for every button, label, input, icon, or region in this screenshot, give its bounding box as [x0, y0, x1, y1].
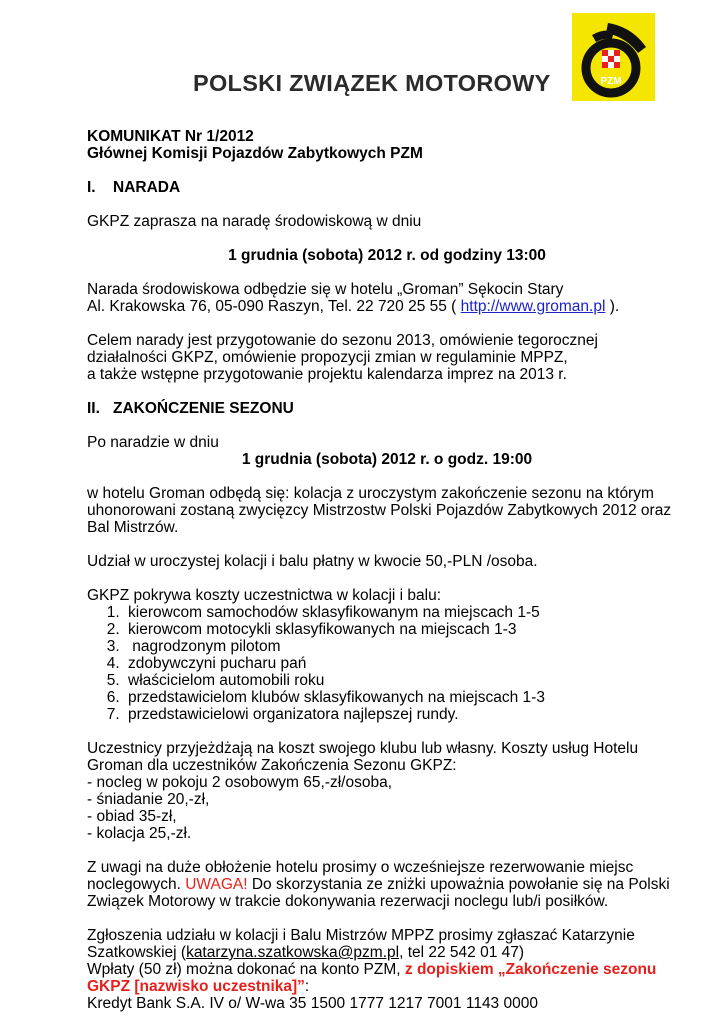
- payment-info-2: GKPZ [nazwisko uczestnika]”:: [87, 978, 310, 995]
- section-1-heading: I. NARADA: [87, 179, 181, 196]
- price-item: - kolacja 25,-zł.: [87, 825, 192, 842]
- season-end-intro: Po naradzie w dniu: [87, 434, 219, 451]
- list-item: 6. przedstawicielom klubów sklasyfikowanych na miejscach 1-3: [124, 689, 687, 706]
- pzm-logo: [572, 13, 655, 101]
- announcement-number: KOMUNIKAT Nr 1/2012: [87, 128, 254, 145]
- hotel-event-3: Bal Mistrzów.: [87, 519, 179, 536]
- meeting-intro: GKPZ zaprasza na naradę środowiskową w dniu: [87, 213, 422, 230]
- meeting-venue: Narada środowiskowa odbędzie się w hotelu „Groman” Sękocin Stary: [87, 281, 564, 298]
- signup-contact: Szatkowskiej (katarzyna.szatkowska@pzm.pl, tel 22 542 01 47): [87, 944, 525, 961]
- season-end-date: 1 grudnia (sobota) 2012 r. o godz. 19:00: [241, 451, 533, 468]
- list-item: 1. kierowcom samochodów sklasyfikowanym na miejscach 1-5: [124, 604, 687, 621]
- list-item: 4. zdobywczyni pucharu pań: [124, 655, 687, 672]
- svg-text:PZM: PZM: [600, 76, 622, 87]
- price-item: - obiad 35-zł,: [87, 808, 177, 825]
- meeting-goal: Celem narady jest przygotowanie do sezonu 2013, omówienie tegorocznej: [87, 332, 598, 349]
- meeting-goal-3: a także wstępne przygotowanie projektu kalendarza imprez na 2013 r.: [87, 366, 567, 383]
- price-item: - nocleg w pokoju 2 osobowym 65,-zł/osoba,: [87, 774, 392, 791]
- contact-email-link[interactable]: katarzyna.szatkowska@pzm.pl: [186, 944, 400, 961]
- booking-info-2: noclegowych. UWAGA! Do skorzystania ze zniżki upoważnia powołanie się na Polski: [87, 876, 670, 893]
- payment-info: Wpłaty (50 zł) można dokonać na konto PZM, z dopiskiem „Zakończenie sezonu: [87, 961, 657, 978]
- signup-info: Zgłoszenia udziału w kolacji i Balu Mistrzów MPPZ prosimy zgłaszać Katarzynie: [87, 927, 635, 944]
- participation-fee: Udział w uroczystej kolacji i balu płatny w kwocie 50,-PLN /osoba.: [87, 553, 538, 570]
- hotel-website-link[interactable]: http://www.groman.pl: [460, 298, 606, 315]
- hotel-event: w hotelu Groman odbędą się: kolacja z uroczystym zakończenie sezonu na którym: [87, 485, 654, 502]
- meeting-date: 1 grudnia (sobota) 2012 r. od godziny 13:00: [228, 247, 546, 264]
- booking-info: Z uwagi na duże obłożenie hotelu prosimy o wcześniejsze rezerwowanie miejsc: [87, 859, 634, 876]
- costs-info-2: Groman dla uczestników Zakończenia Sezonu GKPZ:: [87, 757, 457, 774]
- meeting-address: Al. Krakowska 76, 05-090 Raszyn, Tel. 22 720 25 55 ( http://www.groman.pl ).: [87, 298, 620, 315]
- list-item: 7. przedstawicielowi organizatora najlepszej rundy.: [124, 706, 687, 723]
- hotel-event-2: uhonorowani zostaną zwycięzcy Mistrzostw Polski Pojazdów Zabytkowych 2012 oraz: [87, 502, 672, 519]
- costs-info: Uczestnicy przyjeżdżają na koszt swojego klubu lub własny. Koszty usług Hotelu: [87, 740, 639, 757]
- document-body: [87, 128, 687, 1012]
- covered-participants-list: [87, 604, 687, 723]
- list-item: 2. kierowcom motocykli sklasyfikowanych na miejscach 1-3: [124, 621, 687, 638]
- meeting-goal-2: działalności GKPZ, omówienie propozycji zmian w regulaminie MPPZ,: [87, 349, 568, 366]
- list-item: 3. nagrodzonym pilotom: [124, 638, 687, 655]
- covered-costs-intro: GKPZ pokrywa koszty uczestnictwa w kolacji i balu:: [87, 587, 442, 604]
- organization-title: POLSKI ZWIĄZEK MOTOROWY: [193, 70, 551, 96]
- booking-info-3: Związek Motorowy w trakcie dokonywania rezerwacji noclegu lub/i posiłków.: [87, 893, 609, 910]
- section-2-heading: II. ZAKOŃCZENIE SEZONU: [87, 400, 294, 417]
- list-item: 5. właścicielom automobili roku: [124, 672, 687, 689]
- price-item: - śniadanie 20,-zł,: [87, 791, 210, 808]
- warning-label: UWAGA!: [185, 876, 248, 893]
- committee-name: Głównej Komisji Pojazdów Zabytkowych PZM: [87, 145, 423, 162]
- bank-account: Kredyt Bank S.A. IV o/ W-wa 35 1500 1777 1217 7001 1143 0000: [87, 995, 538, 1012]
